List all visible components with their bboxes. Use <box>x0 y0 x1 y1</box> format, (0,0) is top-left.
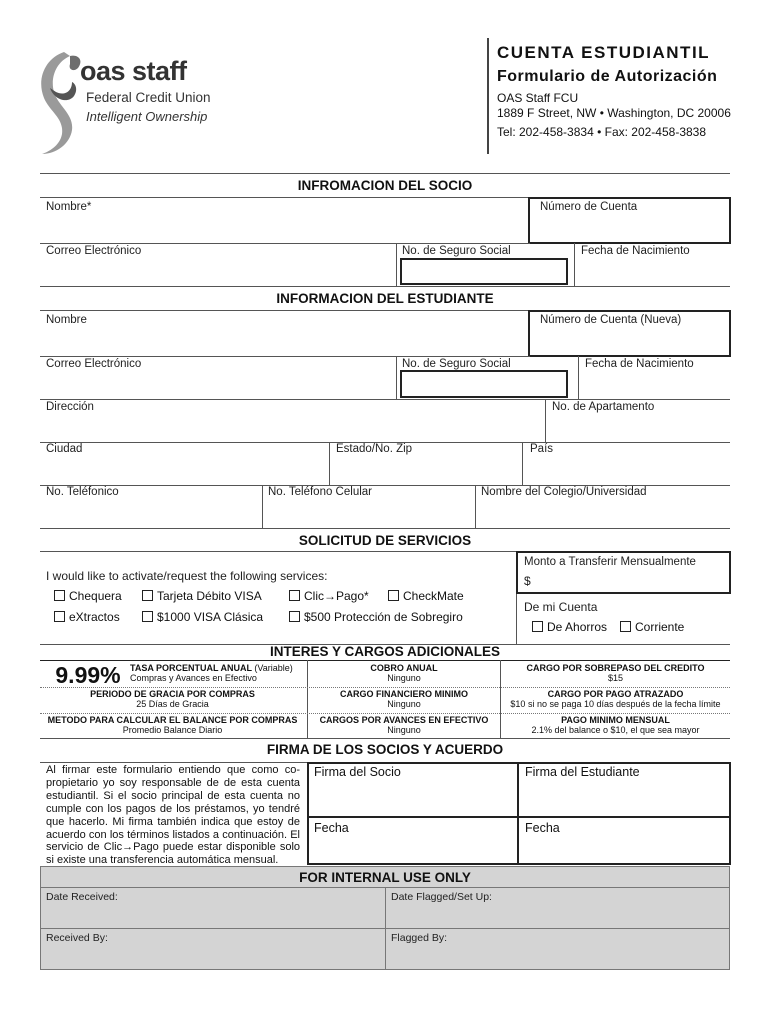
flagged-by-label: Flagged By: <box>391 932 448 944</box>
form-title: CUENTA ESTUDIANTIL <box>497 43 711 62</box>
overlimit-block <box>501 663 730 683</box>
option-label: $1000 VISA Clásica <box>157 610 264 624</box>
divider <box>40 243 530 244</box>
divider <box>40 356 530 357</box>
logo <box>34 48 224 158</box>
member-ssn-label: No. de Seguro Social <box>402 245 511 257</box>
checkbox[interactable] <box>388 590 399 601</box>
logo-name: oas staff <box>80 56 187 86</box>
divider <box>329 442 330 485</box>
student-email-label: Correo Electrónico <box>46 358 142 370</box>
logo-swirl-icon <box>34 48 86 158</box>
student-date-field[interactable] <box>520 836 728 863</box>
cash-value: Ninguno <box>387 725 421 735</box>
section-title-member: INFROMACION DEL SOCIO <box>297 178 473 193</box>
cash-advance-block <box>308 715 500 735</box>
cash-title: CARGOS POR AVANCES EN EFECTIVO <box>319 715 489 725</box>
option-overdraft[interactable] <box>289 610 463 624</box>
divider <box>574 243 575 286</box>
header-divider <box>487 38 489 154</box>
transfer-label: Monto a Transferir Mensualmente <box>524 556 696 568</box>
option-label: Tarjeta Débito VISA <box>157 589 262 603</box>
option-label: Chequera <box>69 589 122 603</box>
student-name-label: Nombre <box>46 314 87 326</box>
method-block <box>40 715 305 735</box>
checkbox[interactable] <box>142 590 153 601</box>
annual-fee-block <box>308 663 500 683</box>
divider <box>40 286 730 287</box>
divider <box>516 594 517 644</box>
grace-block <box>40 689 305 709</box>
checkbox[interactable] <box>54 611 65 622</box>
checkbox[interactable] <box>142 611 153 622</box>
student-dob-label: Fecha de Nacimiento <box>585 358 694 370</box>
apr-title <box>130 663 293 673</box>
option-visa-classic[interactable] <box>142 610 263 624</box>
member-dob-label: Fecha de Nacimiento <box>581 245 690 257</box>
finance-value: Ninguno <box>387 699 421 709</box>
student-apt-label: No. de Apartamento <box>552 401 655 413</box>
student-city-label: Ciudad <box>46 443 83 455</box>
org-name: OAS Staff FCU <box>497 91 579 105</box>
member-signature-field[interactable] <box>309 780 515 814</box>
option-savings[interactable] <box>532 620 607 634</box>
student-address-label: Dirección <box>46 401 94 413</box>
annual-value: Ninguno <box>387 673 421 683</box>
divider <box>522 442 523 485</box>
divider <box>40 928 730 929</box>
grace-value: 25 Días de Gracia <box>136 699 209 709</box>
option-label: Clic→Pago* <box>304 589 369 603</box>
option-current[interactable] <box>620 620 684 634</box>
form-subtitle: Formulario de Autorización <box>497 68 718 85</box>
divider <box>40 713 730 714</box>
student-ssn-field[interactable] <box>400 370 568 398</box>
min-title: PAGO MINIMO MENSUAL <box>561 715 670 725</box>
divider <box>262 485 263 528</box>
option-label: eXtractos <box>69 610 120 624</box>
late-value: $10 si no se paga 10 días después de la fecha límite <box>510 699 721 709</box>
date-flagged-label: Date Flagged/Set Up: <box>391 891 492 903</box>
divider <box>545 399 546 442</box>
logo-tagline: Intelligent Ownership <box>86 109 208 124</box>
student-country-label: País <box>530 443 554 455</box>
option-checkmate[interactable] <box>388 589 464 603</box>
from-account-label: De mi Cuenta <box>524 600 598 614</box>
date-received-label: Date Received: <box>46 891 118 903</box>
member-name-label: Nombre* <box>46 201 92 213</box>
member-date-label: Fecha <box>314 821 349 835</box>
option-label: Corriente <box>635 620 685 634</box>
min-payment-block <box>501 715 730 735</box>
option-clicpago[interactable] <box>289 589 369 603</box>
overlimit-title: CARGO POR SOBREPASO DEL CREDITO <box>526 663 705 673</box>
section-title-signatures: FIRMA DE LOS SOCIOS Y ACUERDO <box>266 742 504 757</box>
checkbox[interactable] <box>54 590 65 601</box>
finance-title: CARGO FINANCIERO MINIMO <box>340 689 468 699</box>
divider <box>40 660 730 661</box>
divider <box>40 528 730 529</box>
option-debit-card[interactable] <box>142 589 262 603</box>
option-label: De Ahorros <box>547 620 608 634</box>
section-title-rates: INTERES Y CARGOS ADICIONALES <box>269 644 501 659</box>
agreement-text: Al firmar este formulario entiendo que como co-propietario yo soy responsable de de esta cuenta estudiantil. Si el socio principal de esta cuenta no cumple con los pagos de los préstamos, yo tendré que hacerlo. Mi firma también indica que estoy de acuerdo con los términos listados a continuación. El servicio de Clic→Pago puede estar disponible solo si existe una transferencia automática mensual. <box>46 764 300 867</box>
min-value: 2.1% del balance o $10, el que sea mayor <box>531 725 700 735</box>
divider <box>40 738 730 739</box>
apr-title-text: TASA PORCENTUAL ANUAL <box>130 663 252 673</box>
grace-title: PERIODO DE GRACIA POR COMPRAS <box>90 689 255 699</box>
student-date-label: Fecha <box>525 821 560 835</box>
option-label: CheckMate <box>403 589 464 603</box>
method-title: METODO PARA CALCULAR EL BALANCE POR COMPRAS <box>47 715 298 725</box>
checkbox[interactable] <box>289 590 300 601</box>
student-college-label: Nombre del Colegio/Universidad <box>481 486 647 498</box>
member-email-label: Correo Electrónico <box>46 245 142 257</box>
student-signature-field[interactable] <box>520 780 728 814</box>
overlimit-value: $15 <box>607 673 624 683</box>
member-signature-label: Firma del Socio <box>314 765 401 779</box>
divider <box>517 763 519 864</box>
services-intro: I would like to activate/request the following services: <box>46 569 328 583</box>
student-state-label: Estado/No. Zip <box>336 443 413 455</box>
org-phones: Tel: 202-458-3834 • Fax: 202-458-3838 <box>497 125 707 139</box>
student-account-label: Número de Cuenta (Nueva) <box>540 314 682 326</box>
late-fee-block <box>501 689 730 709</box>
org-address: 1889 F Street, NW • Washington, DC 20006 <box>497 106 731 120</box>
member-account-label: Número de Cuenta <box>540 201 638 213</box>
checkbox[interactable] <box>532 621 543 632</box>
finance-charge-block <box>308 689 500 709</box>
student-ssn-label: No. de Seguro Social <box>402 358 511 370</box>
section-title-internal: FOR INTERNAL USE ONLY <box>299 870 471 885</box>
member-date-field[interactable] <box>309 836 515 863</box>
method-value: Promedio Balance Diario <box>122 725 223 735</box>
checkbox[interactable] <box>289 611 300 622</box>
divider <box>396 356 397 399</box>
divider <box>396 243 397 286</box>
student-phone-label: No. Teléfonico <box>46 486 119 498</box>
section-title-student: INFORMACION DEL ESTUDIANTE <box>276 291 494 306</box>
option-estatements[interactable] <box>54 610 120 624</box>
member-ssn-field[interactable] <box>400 258 568 285</box>
option-checking[interactable] <box>54 589 122 603</box>
dollar-sign: $ <box>524 574 531 588</box>
student-cell-label: No. Teléfono Celular <box>268 486 372 498</box>
checkbox[interactable] <box>620 621 631 632</box>
section-title-services: SOLICITUD DE SERVICIOS <box>298 533 472 548</box>
divider <box>40 687 730 688</box>
student-signature-label: Firma del Estudiante <box>525 765 640 779</box>
annual-title: COBRO ANUAL <box>370 663 438 673</box>
divider <box>475 485 476 528</box>
option-label: $500 Protección de Sobregiro <box>304 610 463 624</box>
received-by-label: Received By: <box>46 932 108 944</box>
divider <box>40 173 730 174</box>
apr-subtitle: Compras y Avances en Efectivo <box>130 673 257 683</box>
apr-variable: (Variable) <box>254 663 293 673</box>
apr-value: 9.99% <box>55 662 121 688</box>
logo-subtitle: Federal Credit Union <box>86 90 211 105</box>
divider <box>578 356 579 399</box>
divider <box>308 816 730 818</box>
divider <box>40 399 730 400</box>
late-title: CARGO POR PAGO ATRAZADO <box>547 689 684 699</box>
